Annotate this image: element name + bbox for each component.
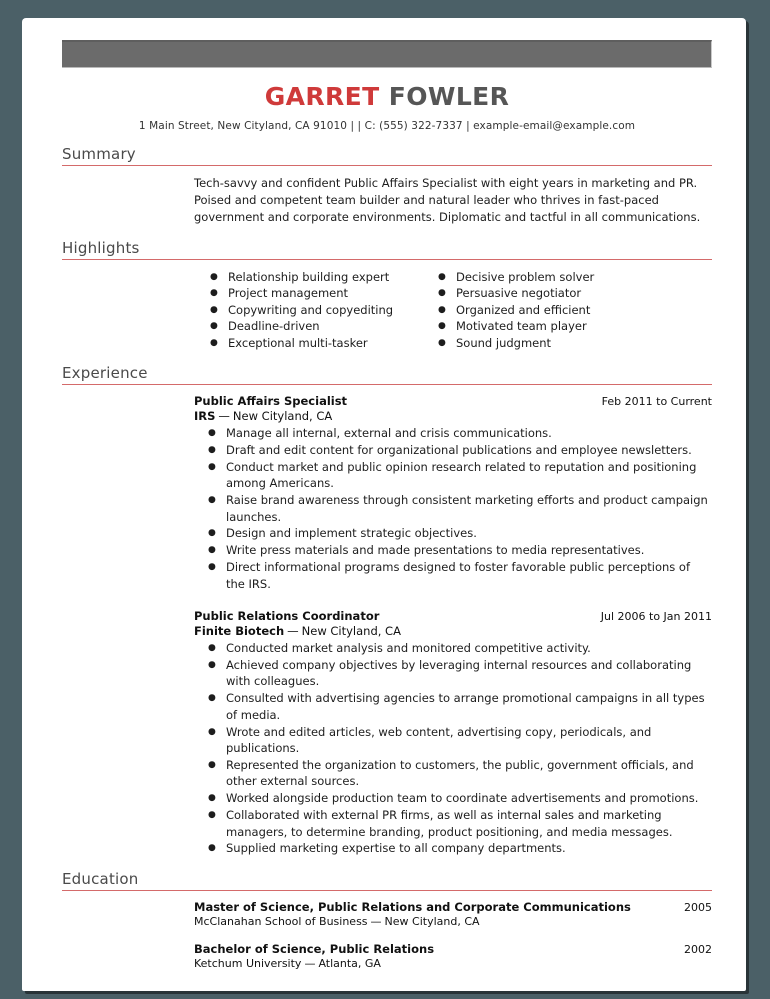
bullet-icon: ● <box>208 793 216 804</box>
em-dash-separator: — <box>370 914 382 928</box>
first-name: GARRET <box>264 82 380 111</box>
bullet-icon: ● <box>208 528 216 539</box>
job-date-range: Jul 2006 to Jan 2011 <box>600 610 712 624</box>
section-education <box>62 870 712 970</box>
job-title: Public Affairs Specialist <box>194 394 348 409</box>
job-bullet <box>208 640 712 656</box>
graduation-year: 2005 <box>684 900 712 914</box>
summary-text: Tech-savvy and confident Public Affairs Specialist with eight years in marketing and PR. Poised and competent team builder and natural leader who thrives in fast-paced government and corporate environments. Diplomatic and tactful in all communications. <box>194 176 701 224</box>
highlights-columns <box>210 269 712 351</box>
bullet-icon: ● <box>208 759 216 770</box>
job-bullet-text: Draft and edit content for organizational publications and employee newsletters. <box>226 442 692 457</box>
graduation-year: 2002 <box>684 942 712 956</box>
experience-entry <box>194 394 712 592</box>
experience-title-row <box>194 609 712 623</box>
bullet-icon: ● <box>438 288 446 299</box>
highlight-item <box>210 335 410 351</box>
job-company: Finite Biotech <box>194 624 285 639</box>
job-bullet <box>208 657 712 690</box>
highlight-item-text: Persuasive negotiator <box>456 286 582 301</box>
highlight-item <box>210 318 410 334</box>
highlight-item-text: Decisive problem solver <box>456 270 595 284</box>
highlights-rule <box>62 259 712 260</box>
bullet-icon: ● <box>208 810 216 821</box>
bullet-icon: ● <box>208 444 216 455</box>
bullet-icon: ● <box>210 272 218 282</box>
highlight-item-text: Motivated team player <box>456 319 587 334</box>
job-bullet-text: Design and implement strategic objectives. <box>226 526 477 541</box>
bullet-icon: ● <box>208 643 216 654</box>
bullet-icon: ● <box>210 321 218 332</box>
job-bullet-text: Wrote and edited articles, web content, advertising copy, periodicals, and publications. <box>226 724 652 756</box>
contact-line: 1 Main Street, New Cityland, CA 91010 | | C: (555) 322-7337 | example-email@example.com <box>138 120 636 132</box>
job-bullet <box>208 807 712 840</box>
section-summary <box>62 145 712 226</box>
bullet-icon: ● <box>210 337 218 348</box>
school-line <box>194 957 712 970</box>
highlights-heading: Highlights <box>62 239 140 257</box>
education-degree-row <box>194 942 712 956</box>
candidate-name <box>62 82 712 111</box>
highlight-item-text: Relationship building expert <box>228 270 390 284</box>
experience-title-row <box>194 394 712 408</box>
job-bullet-text: Supplied marketing expertise to all company departments. <box>226 841 566 856</box>
highlights-column-left <box>210 269 410 351</box>
summary-rule <box>62 165 712 166</box>
job-bullet-text: Collaborated with external PR firms, as well as internal sales and marketing managers, to determine branding, product positioning, and media messages. <box>226 808 673 839</box>
highlight-item-text: Project management <box>228 286 349 301</box>
school-line <box>194 915 712 928</box>
experience-heading: Experience <box>62 364 148 383</box>
education-entry <box>194 942 712 970</box>
job-bullet-text: Worked alongside production team to coordinate advertisements and promotions. <box>226 791 699 806</box>
education-degree-row <box>194 900 712 914</box>
highlight-item-text: Organized and efficient <box>456 302 591 317</box>
job-company: IRS <box>194 409 216 424</box>
bullet-icon: ● <box>208 545 216 556</box>
bullet-icon: ● <box>208 660 216 670</box>
highlight-item-text: Sound judgment <box>456 335 552 350</box>
bullet-icon: ● <box>438 337 446 348</box>
em-dash-separator: — <box>304 956 316 970</box>
em-dash-separator: — <box>287 624 299 639</box>
job-date-range: Feb 2011 to Current <box>601 395 712 409</box>
job-bullet <box>208 840 712 856</box>
resume-content <box>62 18 712 970</box>
job-bullet <box>208 525 712 541</box>
bullet-icon: ● <box>208 843 216 854</box>
highlight-item <box>210 302 410 318</box>
bullet-icon: ● <box>210 288 218 299</box>
highlights-column-right <box>438 269 638 351</box>
job-bullet-text: Consulted with advertising agencies to arrange promotional campaigns in all types of media. <box>226 691 705 722</box>
job-bullet <box>208 724 712 757</box>
education-body <box>194 900 712 970</box>
job-bullet <box>208 542 712 558</box>
section-highlights <box>62 239 712 351</box>
job-bullet <box>208 492 712 525</box>
bullet-icon: ● <box>438 272 446 282</box>
bullet-icon: ● <box>208 495 216 506</box>
education-rule <box>62 890 712 891</box>
summary-body <box>194 175 712 226</box>
job-bullet <box>208 425 712 441</box>
bullet-icon: ● <box>438 321 446 332</box>
experience-entry <box>194 609 712 857</box>
job-bullet-text: Represented the organization to customers, the public, government officials, and other external sources. <box>226 757 694 789</box>
degree-title: Bachelor of Science, Public Relations <box>194 941 435 956</box>
bullet-icon: ● <box>210 304 218 315</box>
job-bullet-text: Manage all internal, external and crisis communications. <box>226 426 552 441</box>
bullet-icon: ● <box>208 461 216 472</box>
school-location: New Cityland, CA <box>384 914 480 928</box>
highlight-item <box>438 335 638 351</box>
job-bullet-list <box>208 425 712 592</box>
job-bullet <box>208 690 712 723</box>
job-bullet-text: Conducted market analysis and monitored competitive activity. <box>226 641 591 656</box>
highlight-item-text: Exceptional multi-tasker <box>228 335 368 350</box>
section-experience <box>62 364 712 857</box>
highlight-item <box>438 302 638 318</box>
bullet-icon: ● <box>208 726 216 737</box>
education-heading: Education <box>62 869 139 888</box>
bullet-icon: ● <box>208 428 216 439</box>
highlight-item <box>210 285 410 301</box>
job-location: New Cityland, CA <box>232 409 333 424</box>
job-bullet-text: Raise brand awareness through consistent marketing efforts and product campaign launches. <box>226 493 708 524</box>
job-bullet-text: Conduct market and public opinion research related to reputation and positioning among Americans. <box>226 459 697 491</box>
highlight-item <box>438 285 638 301</box>
job-bullet-text: Write press materials and made presentations to media representatives. <box>226 543 645 558</box>
job-bullet-list <box>208 640 712 857</box>
job-bullet <box>208 459 712 492</box>
school-name: McClanahan School of Business <box>194 914 368 928</box>
job-location: New Cityland, CA <box>301 624 401 639</box>
school-name: Ketchum University <box>194 956 302 970</box>
summary-heading: Summary <box>62 145 136 163</box>
experience-body <box>194 394 712 857</box>
em-dash-separator: — <box>218 409 230 424</box>
resume-page <box>22 18 746 991</box>
highlight-item <box>438 318 638 334</box>
bullet-icon: ● <box>208 693 216 704</box>
bullet-icon: ● <box>208 562 216 573</box>
experience-rule <box>62 384 712 385</box>
last-name: FOWLER <box>388 82 510 111</box>
degree-title: Master of Science, Public Relations and Corporate Communications <box>194 899 631 914</box>
header-gray-bar <box>62 40 712 68</box>
job-bullet <box>208 757 712 790</box>
highlight-item-text: Copywriting and copyediting <box>228 302 394 317</box>
highlight-item <box>210 269 410 285</box>
job-title: Public Relations Coordinator <box>194 609 380 624</box>
highlight-item <box>438 269 638 285</box>
job-organization <box>194 409 712 423</box>
job-bullet <box>208 559 712 592</box>
job-bullet-text: Direct informational programs designed to foster favorable public perceptions of the IRS. <box>226 560 691 591</box>
bullet-icon: ● <box>438 304 446 315</box>
highlight-item-text: Deadline-driven <box>228 319 320 334</box>
job-bullet <box>208 790 712 806</box>
job-bullet <box>208 442 712 458</box>
school-location: Atlanta, GA <box>318 956 381 970</box>
job-bullet-text: Achieved company objectives by leveraging internal resources and collaborating with colleagues. <box>226 658 692 689</box>
job-organization <box>194 624 712 638</box>
education-entry <box>194 900 712 928</box>
